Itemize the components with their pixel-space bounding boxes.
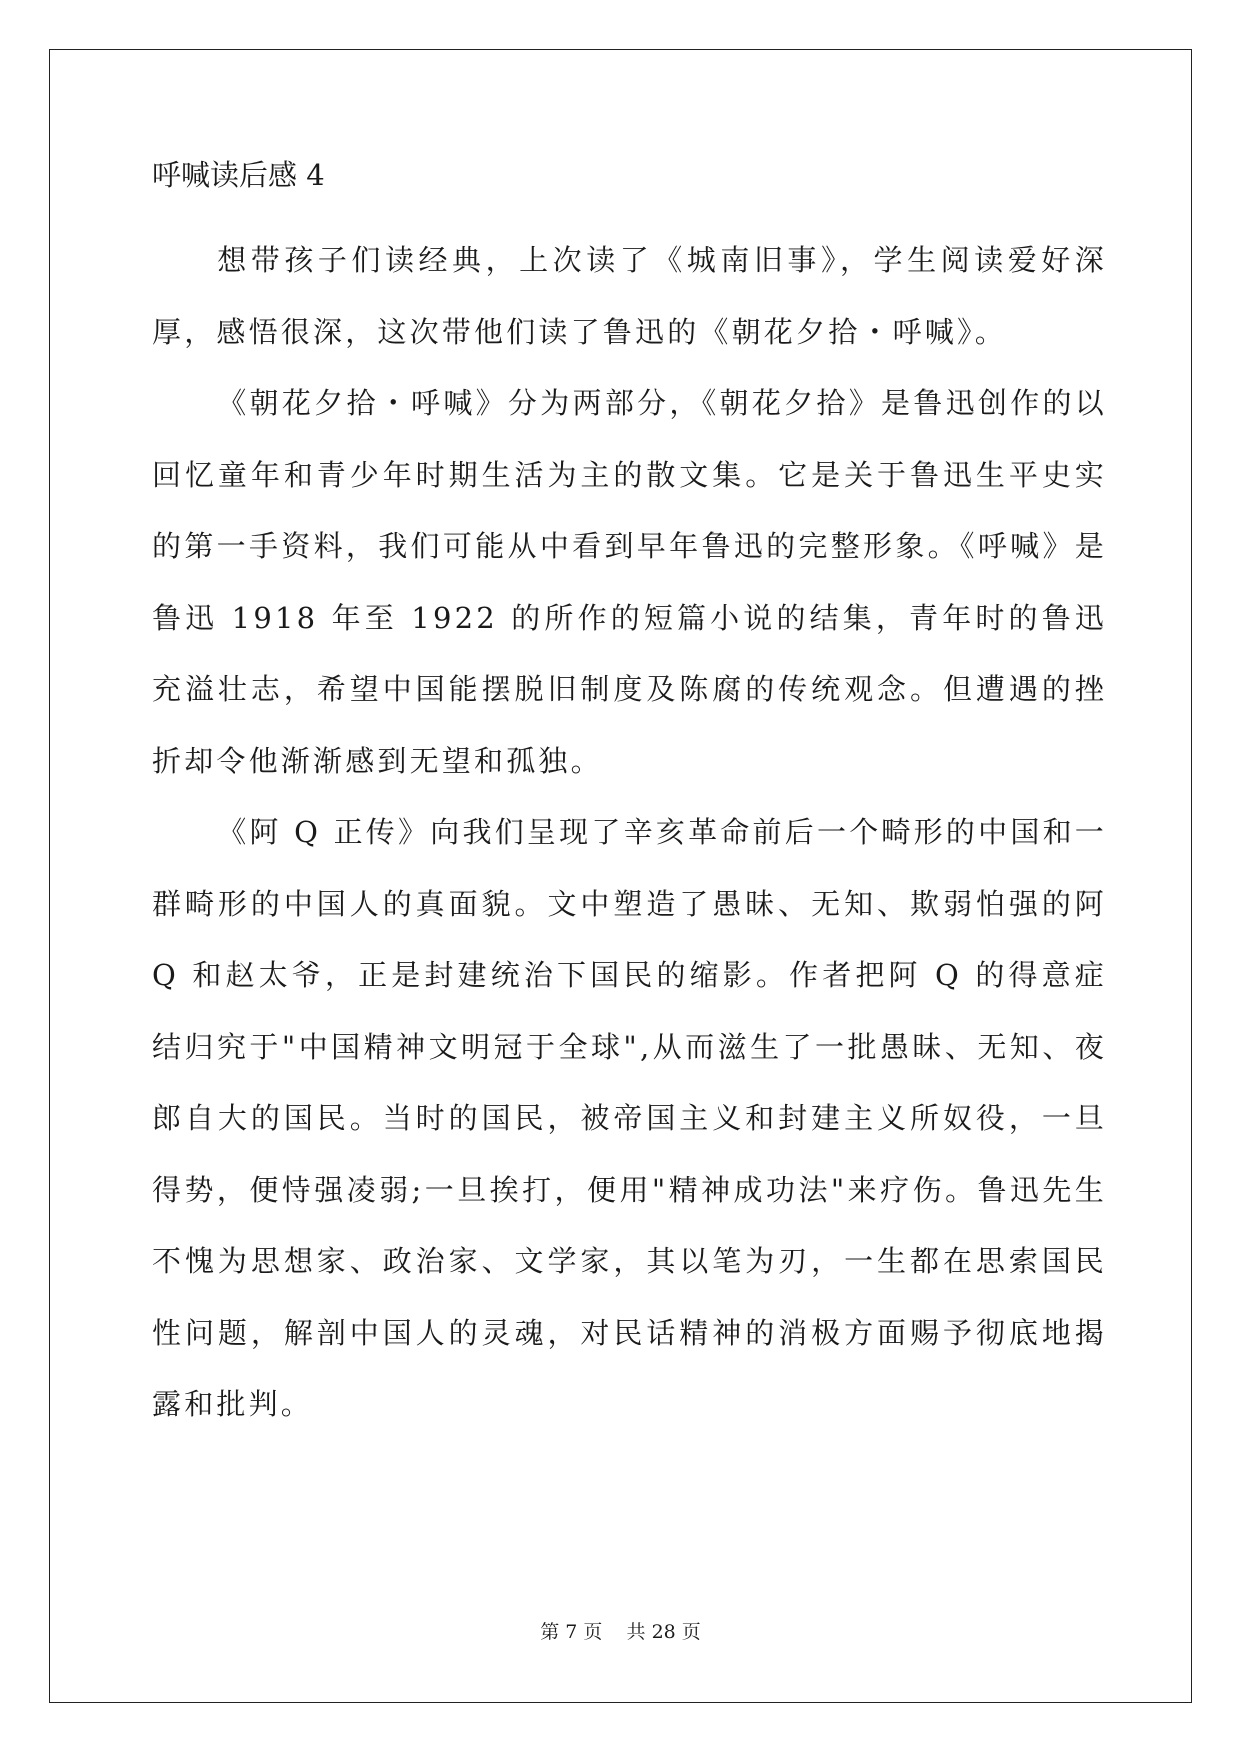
document-body (152, 155, 1107, 1441)
document-heading: 呼喊读后感 4 (152, 158, 325, 192)
page-number-footer: 第 7 页 共 28 页 (540, 1621, 701, 1643)
paragraph-1: 想带孩子们读经典，上次读了《城南旧事》，学生阅读爱好深厚，感悟很深，这次带他们读了鲁迅的《朝花夕拾・呼喊》。 (152, 243, 1107, 349)
paragraph-3: 《阿 Q 正传》向我们呈现了辛亥革命前后一个畸形的中国和一群畸形的中国人的真面貌。文中塑造了愚昧、无知、欺弱怕强的阿 Q 和赵太爷，正是封建统治下国民的缩影。作者把阿 Q 的得意症结归究于"中国精神文明冠于全球",从而滋生了一批愚昧、无知、夜郎自大的国民。当时的国民，被帝国主义和封建主义所奴役，一旦得势，便恃强凌弱;一旦挨打，便用"精神成功法"来疗伤。鲁迅先生不愧为思想家、政治家、文学家，其以笔为刃，一生都在思索国民性问题，解剖中国人的灵魂，对民话精神的消极方面赐予彻底地揭露和批判。 (152, 815, 1107, 1421)
paragraph-2: 《朝花夕拾・呼喊》分为两部分，《朝花夕拾》是鲁迅创作的以回忆童年和青少年时期生活为主的散文集。它是关于鲁迅生平史实的第一手资料，我们可能从中看到早年鲁迅的完整形象。《呼喊》是鲁迅 1918 年至 1922 的所作的短篇小说的结集，青年时的鲁迅充溢壮志，希望中国能摆脱旧制度及陈腐的传统观念。但遭遇的挫折却令他渐渐感到无望和孤独。 (152, 386, 1107, 778)
